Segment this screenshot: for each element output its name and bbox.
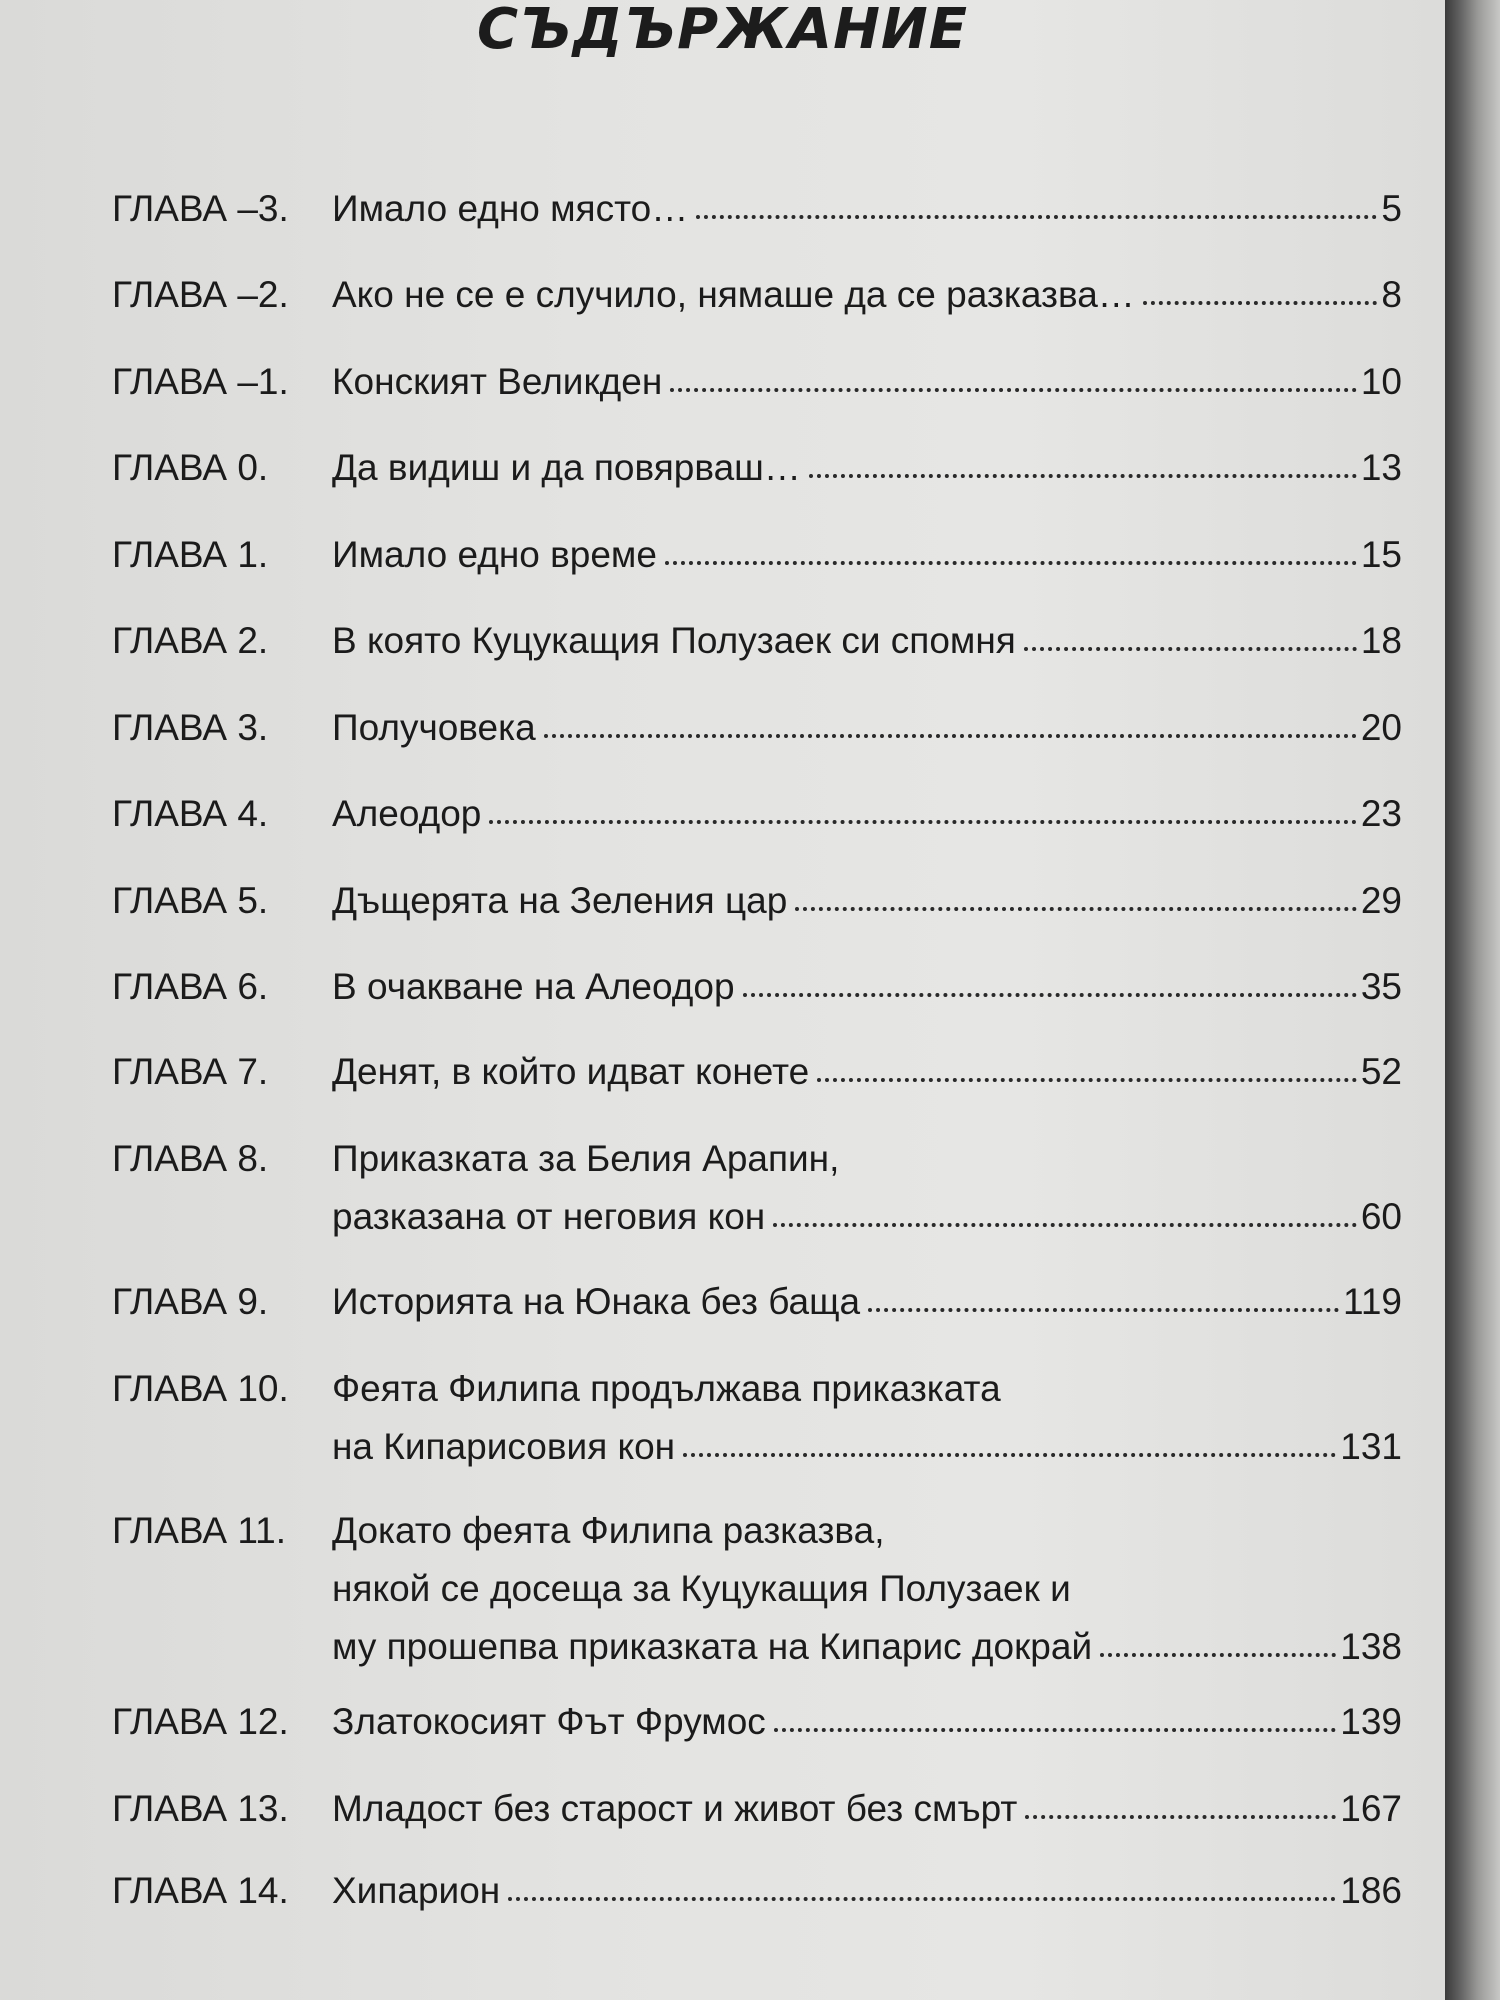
chapter-title-text: Хипарион	[332, 1870, 501, 1911]
chapter-number: ГЛАВА –2.	[112, 274, 289, 315]
chapter-title-last-line	[332, 1043, 1402, 1101]
chapter-title-line: Феята Филипа продължава приказката	[332, 1368, 1001, 1409]
chapter-title-last-line	[332, 439, 1402, 497]
chapter-number: ГЛАВА 10.	[112, 1368, 289, 1409]
chapter-title-block	[332, 353, 1402, 411]
dot-leader	[868, 1308, 1339, 1312]
chapter-title-block	[332, 180, 1402, 238]
chapter-title-block	[332, 1780, 1402, 1838]
chapter-number: ГЛАВА 14.	[112, 1870, 289, 1911]
chapter-title-last-line	[332, 526, 1402, 584]
chapter-number: ГЛАВА 9.	[112, 1281, 269, 1322]
chapter-title-text: Получовека	[332, 707, 536, 748]
chapter-number: ГЛАВА 1.	[112, 534, 269, 575]
chapter-title-last-line	[332, 699, 1402, 757]
chapter-title-last-line	[332, 1418, 1402, 1476]
page-number: 20	[1360, 707, 1402, 748]
chapter-title-block	[332, 266, 1402, 324]
chapter-title-block	[332, 1502, 1402, 1676]
chapter-title-last-line	[332, 1693, 1402, 1751]
chapter-number: ГЛАВА –1.	[112, 361, 289, 402]
dot-leader	[817, 1078, 1357, 1082]
page-number: 52	[1360, 1051, 1402, 1092]
chapter-title-text: Алеодор	[332, 793, 482, 834]
dot-leader	[1025, 1815, 1336, 1819]
chapter-title-last-line	[332, 612, 1402, 670]
chapter-title-block	[332, 1273, 1402, 1331]
chapter-title-text: Имало едно време	[332, 534, 657, 575]
chapter-number: ГЛАВА 2.	[112, 620, 269, 661]
dot-leader	[508, 1897, 1336, 1901]
chapter-title-block	[332, 1360, 1402, 1476]
chapter-number: ГЛАВА –3.	[112, 188, 289, 229]
page-number: 131	[1340, 1426, 1402, 1467]
chapter-title-last-line	[332, 1862, 1402, 1920]
chapter-title-block	[332, 1862, 1402, 1920]
chapter-title-text: Денят, в който идват конете	[332, 1051, 810, 1092]
dot-leader	[795, 907, 1357, 911]
chapter-number: ГЛАВА 5.	[112, 880, 269, 921]
page-number: 8	[1381, 274, 1402, 315]
dot-leader	[1024, 647, 1357, 651]
chapter-title-last-line	[332, 958, 1402, 1016]
page-number: 60	[1360, 1196, 1402, 1237]
chapter-title-text: му прошепва приказката на Кипарис докрай	[332, 1626, 1093, 1667]
chapter-number: ГЛАВА 7.	[112, 1051, 269, 1092]
chapter-title-last-line	[332, 1273, 1402, 1331]
chapter-number: ГЛАВА 3.	[112, 707, 269, 748]
chapter-title-text: В очакване на Алеодор	[332, 966, 735, 1007]
page-number: 29	[1360, 880, 1402, 921]
page-number: 18	[1360, 620, 1402, 661]
page-number: 5	[1381, 188, 1402, 229]
chapter-number: ГЛАВА 6.	[112, 966, 269, 1007]
dot-leader	[1143, 301, 1378, 305]
chapter-title-text: Историята на Юнака без баща	[332, 1281, 861, 1322]
page-number: 138	[1340, 1626, 1402, 1667]
chapter-title-last-line	[332, 785, 1402, 843]
chapter-title-block	[332, 785, 1402, 843]
page-number: 167	[1340, 1788, 1402, 1829]
chapter-number: ГЛАВА 4.	[112, 793, 269, 834]
dot-leader	[743, 993, 1357, 997]
chapter-title-block	[332, 872, 1402, 930]
chapter-title-block	[332, 1693, 1402, 1751]
chapter-title-last-line	[332, 1618, 1402, 1676]
page-number: 35	[1360, 966, 1402, 1007]
chapter-title-text: Конският Великден	[332, 361, 663, 402]
chapter-title-text: Ако не се е случило, нямаше да се разказва…	[332, 274, 1135, 315]
chapter-number: ГЛАВА 12.	[112, 1701, 289, 1742]
chapter-number: ГЛАВА 13.	[112, 1788, 289, 1829]
chapter-number: ГЛАВА 11.	[112, 1510, 287, 1551]
chapter-title-last-line	[332, 266, 1402, 324]
dot-leader	[683, 1453, 1336, 1457]
chapter-title-block	[332, 439, 1402, 497]
chapter-title-text: на Кипарисовия кон	[332, 1426, 676, 1467]
page-number: 186	[1340, 1870, 1402, 1911]
chapter-title-last-line	[332, 872, 1402, 930]
chapter-title-block	[332, 612, 1402, 670]
chapter-title-last-line	[332, 353, 1402, 411]
chapter-number: ГЛАВА 8.	[112, 1138, 269, 1179]
page-title: СЪДЪРЖАНИЕ	[476, 0, 969, 62]
chapter-title-block	[332, 1130, 1402, 1246]
chapter-title-last-line	[332, 1188, 1402, 1246]
chapter-title-text: В която Куцукащия Полузаек си спомня	[332, 620, 1016, 661]
dot-leader	[773, 1223, 1357, 1227]
dot-leader	[670, 388, 1357, 392]
page-number: 119	[1343, 1281, 1402, 1322]
page-number: 23	[1360, 793, 1402, 834]
chapter-title-text: разказана от неговия кон	[332, 1196, 766, 1237]
chapter-title-text: Да видиш и да повярваш…	[332, 447, 801, 488]
dot-leader	[489, 820, 1356, 824]
chapter-title-block	[332, 526, 1402, 584]
chapter-number: ГЛАВА 0.	[112, 447, 269, 488]
dot-leader	[1100, 1653, 1336, 1657]
chapter-title-text: Имало едно място…	[332, 188, 689, 229]
dot-leader	[809, 474, 1357, 478]
book-spine-shadow	[1445, 0, 1500, 2000]
chapter-title-line: Докато феята Филипа разказва,	[332, 1510, 885, 1551]
chapter-title-text: Златокосият Фът Фрумос	[332, 1701, 766, 1742]
dot-leader	[544, 734, 1357, 738]
chapter-title-line: Приказката за Белия Арапин,	[332, 1138, 840, 1179]
chapter-title-block	[332, 1043, 1402, 1101]
dot-leader	[696, 215, 1377, 219]
chapter-title-text: Младост без старост и живот без смърт	[332, 1788, 1018, 1829]
chapter-title-last-line	[332, 180, 1402, 238]
page-number: 15	[1360, 534, 1402, 575]
page-number: 10	[1360, 361, 1402, 402]
dot-leader	[774, 1728, 1336, 1732]
chapter-title-text: Дъщерята на Зеления цар	[332, 880, 788, 921]
chapter-title-block	[332, 958, 1402, 1016]
page-number: 139	[1340, 1701, 1402, 1742]
chapter-title-block	[332, 699, 1402, 757]
page-number: 13	[1360, 447, 1402, 488]
chapter-title-line: някой се досеща за Куцукащия Полузаек и	[332, 1568, 1071, 1609]
dot-leader	[665, 561, 1357, 565]
chapter-title-last-line	[332, 1780, 1402, 1838]
